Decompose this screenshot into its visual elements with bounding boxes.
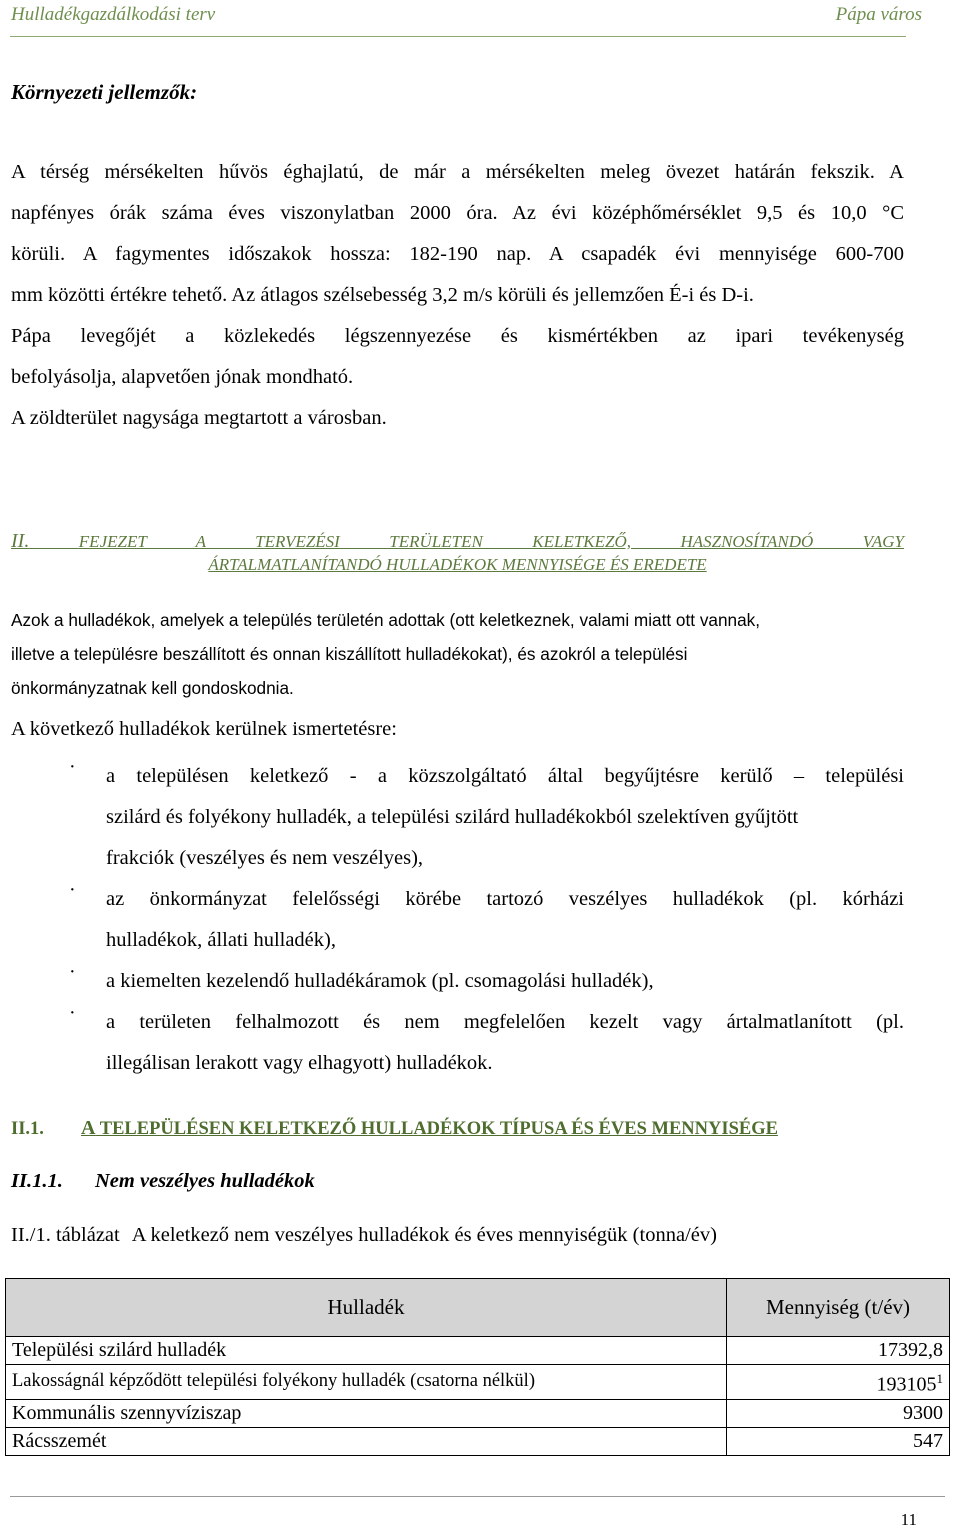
waste-name-cell: Rácsszemét [6, 1427, 727, 1455]
table-header-row [6, 1279, 950, 1337]
quantity-cell: 547 [727, 1427, 950, 1455]
text-line: illegálisan lerakott vagy elhagyott) hulladékok. [106, 1052, 493, 1074]
quantity-cell: 17392,8 [727, 1337, 950, 1365]
header-divider [10, 36, 906, 37]
chapter-number: II. [11, 530, 30, 552]
column-header-quantity: Mennyiség (t/év) [727, 1279, 950, 1337]
text-line: önkormányzatnak kell gondoskodnia. [11, 678, 294, 698]
page-number: 11 [900, 1510, 917, 1529]
text-line: Azok a hulladékok, amelyek a település területén adottak (ott keletkeznek, valami miatt ott vannak, [11, 610, 761, 630]
text-line: a településen keletkező - a közszolgáltató által begyűjtésre kerülő – települési [106, 765, 904, 787]
text-line: az önkormányzat felelősségi körébe tartozó veszélyes hulladékok (pl. kórházi [106, 888, 904, 910]
bullet-icon: · [69, 961, 76, 983]
footer-divider [10, 1496, 945, 1497]
environment-heading: Környezeti jellemzők: [11, 80, 198, 104]
chapter-title-line1: FEJEZET A TERVEZÉSI TERÜLETEN KELETKEZŐ, HASZNOSÍTANDÓ VAGY [78, 532, 905, 551]
table-row [6, 1427, 950, 1455]
subsection-heading [11, 1170, 315, 1193]
text-line: hulladékok, állati hulladék), [106, 929, 336, 951]
list-intro: A következő hulladékok kerülnek ismertetésre: [11, 718, 397, 740]
text-line: befolyásolja, alapvetően jónak mondható. [11, 366, 354, 388]
environment-paragraph [11, 152, 904, 439]
text-line: a kiemelten kezelendő hulladékáramok (pl. csomagolási hulladék), [106, 970, 654, 992]
text-line: körüli. A fagymentes időszakok hossza: 182-190 nap. A csapadék évi mennyisége 600-700 [11, 243, 904, 265]
text-line: napfényes órák száma éves viszonylatban 2000 óra. Az évi középhőmérséklet 9,5 és 10,0 °C [11, 202, 904, 224]
bullet-icon: · [69, 1002, 76, 1024]
table-row [6, 1337, 950, 1365]
waste-name-cell: Kommunális szennyvíziszap [6, 1399, 727, 1427]
subsection-number: II.1.1. [11, 1170, 63, 1192]
bullet-icon: · [69, 756, 76, 778]
table-caption-text: A keletkező nem veszélyes hulladékok és éves mennyiségük (tonna/év) [131, 1224, 717, 1246]
text-line: frakciók (veszélyes és nem veszélyes), [106, 847, 424, 869]
quantity-cell [727, 1365, 950, 1400]
waste-name-cell: Lakosságnál képződött települési folyékony hulladék (csatorna nélkül) [6, 1365, 727, 1400]
list-item [11, 756, 904, 879]
text-line: mm közötti értékre tehető. Az átlagos szélsebesség 3,2 m/s körüli és jellemzően É-i és D-i. [11, 284, 754, 306]
quantity-cell: 9300 [727, 1399, 950, 1427]
text-line: a területen felhalmozott és nem megfelelően kezelt vagy ártalmatlanított (pl. [106, 1011, 904, 1033]
waste-name-cell: Települési szilárd hulladék [6, 1337, 727, 1365]
text-line: A zöldterület nagysága megtartott a városban. [11, 407, 387, 429]
column-header-waste: Hulladék [6, 1279, 727, 1337]
list-item [11, 961, 904, 1002]
chapter-heading [11, 530, 904, 580]
list-item [11, 1002, 904, 1084]
header-city: Pápa város [835, 4, 922, 25]
table-caption [11, 1224, 717, 1247]
section-number: II.1. [11, 1119, 44, 1139]
subsection-title: Nem veszélyes hulladékok [95, 1170, 315, 1192]
body-paragraph [11, 603, 904, 705]
text-line: A térség mérsékelten hűvös éghajlatú, de már a mérsékelten meleg övezet határán fekszik. A [11, 161, 904, 183]
table-row [6, 1365, 950, 1400]
footnote-marker: 1 [936, 1371, 943, 1386]
text-line: Pápa levegőjét a közlekedés légszennyezése és kismértékben az ipari tevékenység [11, 325, 904, 347]
quantity-value: 193105 [876, 1373, 937, 1396]
list-item [11, 879, 904, 961]
text-line: szilárd és folyékony hulladék, a települési szilárd hulladékokból szelektíven gyűjtött [106, 806, 799, 828]
bullet-icon: · [69, 879, 76, 901]
text-line: illetve a településre beszállított és onnan kiszállított hulladékokat), és azokról a települési [11, 644, 688, 664]
table-row [6, 1399, 950, 1427]
section-title: A TELEPÜLÉSEN KELETKEZŐ HULLADÉKOK TÍPUSA ÉS ÉVES MENNYISÉGE [81, 1117, 778, 1139]
table-caption-number: II./1. táblázat [11, 1224, 120, 1246]
waste-table [5, 1278, 950, 1456]
chapter-title-line2: ÁRTALMATLANÍTANDÓ HULLADÉKOK MENNYISÉGE ÉS EREDETE [208, 555, 707, 574]
section-heading [11, 1117, 778, 1140]
header-title: Hulladékgazdálkodási terv [11, 4, 216, 25]
waste-list [11, 756, 904, 1084]
